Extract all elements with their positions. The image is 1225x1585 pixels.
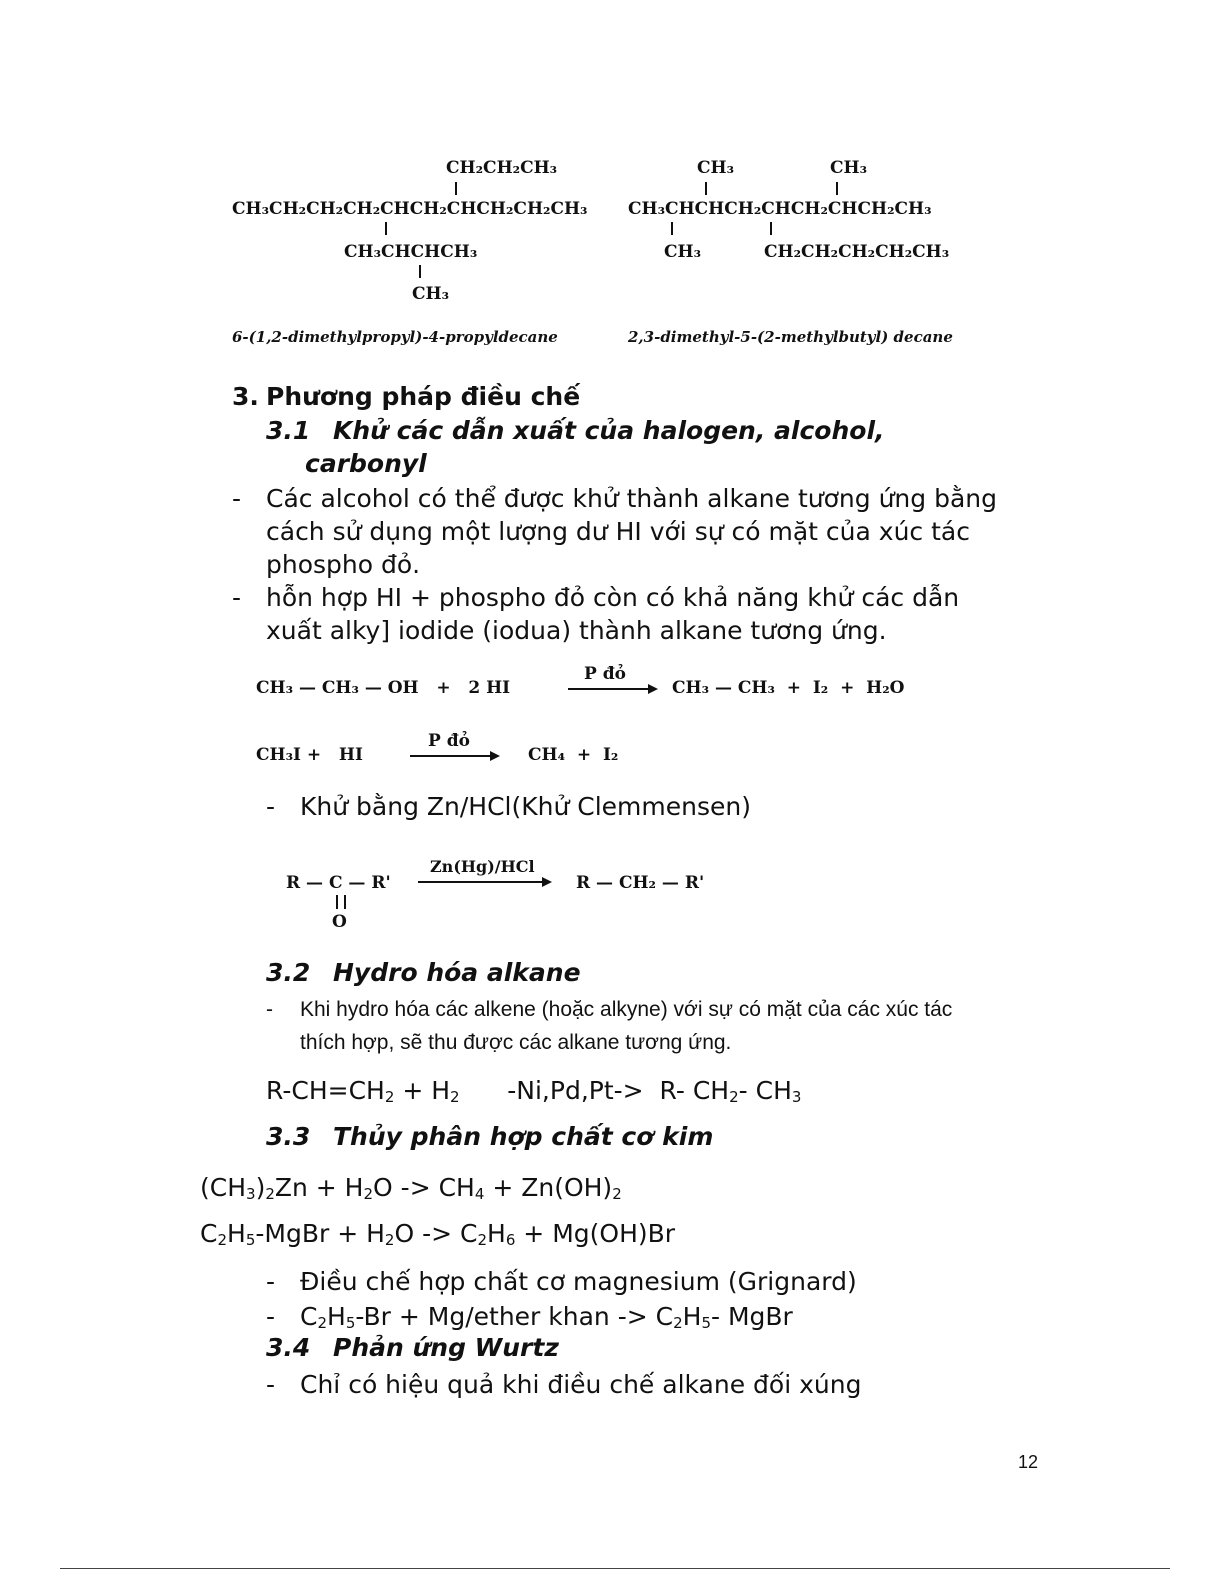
- bullet-dash: -: [232, 583, 242, 612]
- section-3-4-title: Phản ứng Wurtz: [333, 1333, 559, 1362]
- right-lower-methyl: CH₃: [664, 242, 702, 262]
- bullet-dash: -: [266, 1370, 276, 1399]
- s32-bullet-line2: thích hợp, sẽ thu được các alkane tương ứng.: [300, 1031, 732, 1054]
- rxn3-oxygen: O: [332, 912, 347, 932]
- left-lower-methyl: CH₃: [412, 284, 450, 304]
- s33-bullet1: Điều chế hợp chất cơ magnesium (Grignard): [300, 1267, 857, 1296]
- right-top-methyl-2: CH₃: [830, 158, 868, 178]
- right-bond-down-1: [671, 222, 673, 235]
- left-bond-down-2: [419, 265, 421, 278]
- grignard-prep-equation: $C_2H_5-Br$ + Mg/ether khan -> $C_2H_5-$ MgBr: [300, 1302, 793, 1332]
- page-number: 12: [1018, 1452, 1039, 1472]
- left-lower-branch: CH₃CHCHCH₃: [344, 242, 478, 262]
- s31-bullet1-line3: phospho đỏ.: [266, 550, 421, 579]
- rxn1-right: CH₃ — CH₃ + I₂ + H₂O: [672, 678, 905, 698]
- rxn1-condition: P đỏ: [584, 664, 626, 684]
- section-3-1-title-line1: Khử các dẫn xuất của halogen, alcohol,: [333, 416, 885, 445]
- rxn2-condition: P đỏ: [428, 731, 470, 751]
- bullet-dash: -: [266, 1302, 276, 1331]
- rxn1-arrow: [568, 688, 656, 690]
- section-3-3-number: 3.3: [266, 1122, 311, 1151]
- right-structure-name: 2,3-dimethyl-5-(2-methylbutyl) decane: [628, 328, 953, 346]
- rxn3-arrow: [418, 881, 550, 883]
- right-bond-down-2: [770, 222, 772, 235]
- section-3-title: Phương pháp điều chế: [266, 382, 581, 411]
- right-lower-branch: CH₂CH₂CH₂CH₂CH₃: [764, 242, 950, 262]
- s31-bullet1-line1: Các alcohol có thể được khử thành alkane tương ứng bằng: [266, 484, 997, 513]
- left-top-branch: CH₂CH₂CH₃: [446, 158, 558, 178]
- bullet-dash: -: [232, 484, 242, 513]
- s34-bullet1: Chỉ có hiệu quả khi điều chế alkane đối xúng: [300, 1370, 862, 1399]
- bullet-dash: -: [266, 792, 276, 821]
- rxn2-right: CH₄ + I₂: [528, 745, 619, 765]
- grignard-hydrolysis-equation: $C_2H_5$-MgBr + $H_2O -> C_2H_6 + Mg(OH)Br$: [200, 1219, 676, 1249]
- s31-bullet2-line1: hỗn hợp HI + phospho đỏ còn có khả năng khử các dẫn: [266, 583, 960, 612]
- section-3-1-number: 3.1: [266, 416, 311, 445]
- rxn2-arrow: [410, 755, 498, 757]
- right-main-chain: CH₃CHCHCH₂CHCH₂CHCH₂CH₃: [628, 199, 932, 219]
- bullet-dash: -: [266, 1267, 276, 1296]
- section-3-number: 3.: [232, 382, 259, 411]
- footer-divider: [60, 1568, 1170, 1569]
- section-3-2-title: Hydro hóa alkane: [333, 958, 581, 987]
- section-3-4-number: 3.4: [266, 1333, 311, 1362]
- left-structure-name: 6-(1,2-dimethylpropyl)-4-propyldecane: [232, 328, 558, 346]
- rxn3-condition: Zn(Hg)/HCl: [430, 857, 535, 876]
- rxn2-left: CH₃I + HI: [256, 745, 363, 765]
- hydrogenation-equation: $R-CH=CH_2 + H_2$ -Ni,Pd,Pt-> R- $CH_2-$ $CH_3$: [266, 1076, 802, 1106]
- left-bond-up: [455, 182, 457, 195]
- left-bond-down: [385, 222, 387, 235]
- section-3-1-title-line2: carbonyl: [305, 449, 427, 478]
- right-bond-up-1: [705, 182, 707, 195]
- right-top-methyl-1: CH₃: [697, 158, 735, 178]
- s32-bullet-line1: Khi hydro hóa các alkene (hoặc alkyne) với sự có mặt của các xúc tác: [300, 998, 953, 1021]
- rxn3-right: R — CH₂ — R': [576, 873, 705, 893]
- s31-bullet2-line2: xuất alky] iodide (iodua) thành alkane tương ứng.: [266, 616, 887, 645]
- right-bond-up-2: [836, 182, 838, 195]
- organozinc-equation: $(CH_3)_2Zn + H_2O -> CH_4 + Zn(OH)_2$: [200, 1173, 622, 1203]
- rxn3-double-bond: [336, 895, 346, 909]
- rxn3-left: R — C — R': [286, 873, 391, 893]
- section-3-2-number: 3.2: [266, 958, 311, 987]
- s31-bullet3: Khử bằng Zn/HCl(Khử Clemmensen): [300, 792, 751, 821]
- section-3-3-title: Thủy phân hợp chất cơ kim: [333, 1122, 714, 1151]
- bullet-dash: -: [266, 998, 273, 1021]
- s31-bullet1-line2: cách sử dụng một lượng dư HI với sự có mặt của xúc tác: [266, 517, 970, 546]
- left-main-chain: CH₃CH₂CH₂CH₂CHCH₂CHCH₂CH₂CH₃: [232, 199, 588, 219]
- rxn1-left: CH₃ — CH₃ — OH + 2 HI: [256, 678, 511, 698]
